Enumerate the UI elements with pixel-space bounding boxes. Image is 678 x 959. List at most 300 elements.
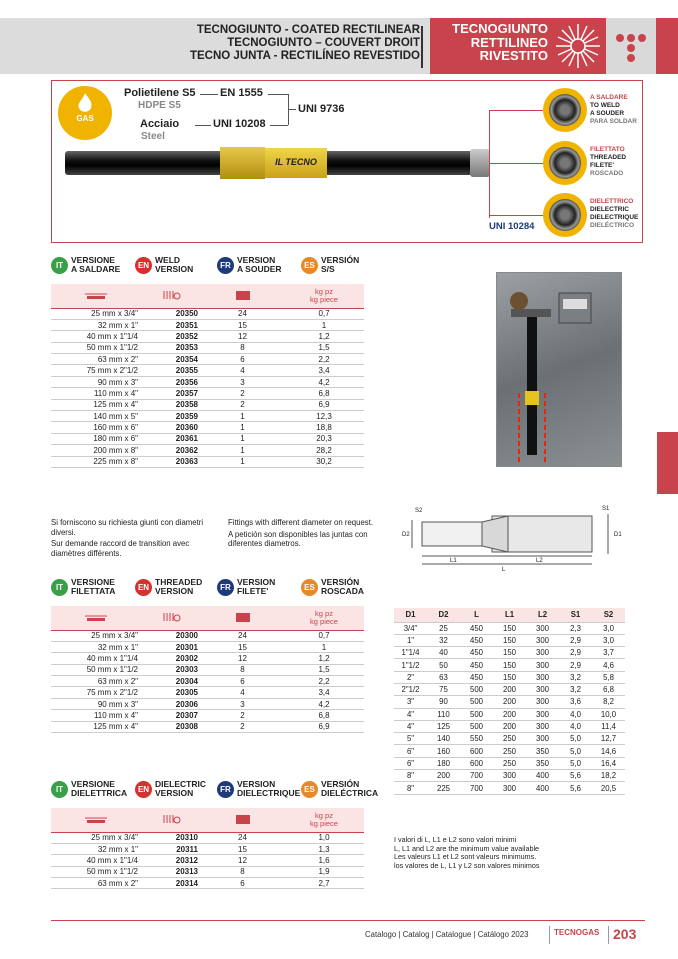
table-row (394, 745, 625, 757)
dim-cell: 2,9 (559, 634, 592, 646)
dim-cell: 3,0 (592, 634, 625, 646)
lang-es-line: ROSCADA (321, 586, 364, 596)
pipe-coupling (220, 147, 265, 179)
dim-cell: 300 (526, 720, 559, 732)
qty-cell: 15 (201, 319, 284, 330)
size-cell: 160 mm x 6" (51, 422, 141, 433)
dim-cell: 11,4 (592, 720, 625, 732)
dim-cell: 700 (460, 782, 493, 794)
dim-cell: 5" (394, 733, 427, 745)
dim-cell: 300 (526, 634, 559, 646)
threaded-end-labels (590, 146, 626, 178)
tecnogas-logo (606, 18, 656, 74)
connector-line (270, 125, 288, 126)
size-cell: 63 mm x 2" (51, 878, 141, 889)
size-cell: 140 mm x 5" (51, 411, 141, 422)
weight-cell: 4,2 (284, 698, 364, 709)
material-2-alt: Steel (141, 131, 165, 142)
code-cell: 20306 (141, 698, 201, 709)
dim-cell: 1" (394, 634, 427, 646)
dim-cell: 350 (526, 745, 559, 757)
code-cell: 20351 (141, 319, 201, 330)
code-cell: 20301 (141, 641, 201, 652)
dim-cell: 300 (526, 683, 559, 695)
code-cell: 20353 (141, 342, 201, 353)
dim-cell: 225 (427, 782, 460, 794)
dim-cell: 10,0 (592, 708, 625, 720)
dim-cell: 250 (493, 733, 526, 745)
lang-en-line: THREADED (155, 577, 203, 587)
weight-cell: 1,5 (284, 664, 364, 675)
qty-cell: 15 (201, 843, 284, 854)
code-cell: 20314 (141, 878, 201, 889)
weld-end-icon (543, 88, 587, 132)
material-1-alt: HDPE S5 (138, 100, 181, 111)
table-row (51, 676, 364, 687)
qty-cell: 4 (201, 365, 284, 376)
connector-line (288, 109, 296, 110)
dim-cell: 350 (526, 757, 559, 769)
dims-note-fr: Les valeurs L1 et L2 sont valeurs minimums. (394, 852, 537, 861)
flag-fr-badge: FR (217, 781, 234, 798)
code-cell: 20310 (141, 832, 201, 843)
dim-cell: 150 (493, 647, 526, 659)
dim-cell: 300 (526, 659, 559, 671)
table-row (51, 687, 364, 698)
dim-cell: 1"1/4 (394, 647, 427, 659)
code-cell: 20355 (141, 365, 201, 376)
weight-cell: 2,2 (284, 354, 364, 365)
dim-cell: 125 (427, 720, 460, 732)
dim-cell: 300 (526, 622, 559, 634)
dim-cell: 300 (526, 671, 559, 683)
connector-line (268, 94, 288, 95)
size-cell: 63 mm x 2" (51, 676, 141, 687)
end-label: DIELECTRIC (590, 206, 629, 213)
weight-cell: 18,8 (284, 422, 364, 433)
weight-cell: 1,2 (284, 331, 364, 342)
lang-en-line: VERSION (155, 264, 194, 274)
weight-cell: 1,3 (284, 843, 364, 854)
code-cell: 20361 (141, 433, 201, 444)
weight-cell: 6,9 (284, 399, 364, 410)
size-cell: 32 mm x 1" (51, 843, 141, 854)
size-cell: 200 mm x 8" (51, 445, 141, 456)
barcode-icon (158, 611, 184, 623)
dim-cell: 2,3 (559, 622, 592, 634)
material-2: Acciaio (140, 118, 180, 130)
size-cell: 125 mm x 4" (51, 721, 141, 732)
table-row (394, 770, 625, 782)
code-cell: 20359 (141, 411, 201, 422)
dim-cell: 3,0 (592, 622, 625, 634)
dimensions-table (394, 608, 625, 795)
weight-cell: 30,2 (284, 456, 364, 467)
title-fr: TECNOGIUNTO – COUVERT DROIT (227, 37, 420, 49)
weight-cell: 28,2 (284, 445, 364, 456)
header-titles (190, 24, 420, 63)
dim-cell: 90 (427, 696, 460, 708)
dim-cell: 3/4" (394, 622, 427, 634)
weld-end-labels (590, 94, 637, 126)
size-cell: 25 mm x 3/4" (51, 308, 141, 319)
weight-cell: 2,2 (284, 676, 364, 687)
dim-cell: 18,2 (592, 770, 625, 782)
label-l1: L1 (450, 558, 457, 564)
weight-cell: 1,6 (284, 855, 364, 866)
page-number: 203 (613, 926, 637, 942)
dim-cell: 1"1/2 (394, 659, 427, 671)
dim-cell: 180 (427, 757, 460, 769)
dims-note-es: los valores de L, L1 y L2 son valores minimos (394, 860, 540, 870)
dims-note (394, 836, 539, 870)
code-cell: 20357 (141, 388, 201, 399)
photo-illustration (497, 273, 623, 468)
dim-cell: 25 (427, 622, 460, 634)
flag-en-badge: EN (135, 257, 152, 274)
pipe-length-icon (83, 611, 109, 623)
qty-cell: 24 (201, 832, 284, 843)
table-row (51, 433, 364, 444)
dim-cell: 3" (394, 696, 427, 708)
dim-header-cell: D2 (427, 608, 460, 622)
table-row (51, 710, 364, 721)
dim-cell: 300 (493, 782, 526, 794)
dim-cell: 5,0 (559, 733, 592, 745)
weight-col-header (284, 808, 364, 832)
table-row (51, 866, 364, 877)
lang-it-line: VERSIONE (71, 577, 115, 587)
dim-cell: 200 (493, 683, 526, 695)
lang-es-line: VERSIÓN (321, 255, 360, 265)
dim-cell: 150 (493, 622, 526, 634)
weight-cell: 1,2 (284, 653, 364, 664)
table-row (51, 855, 364, 866)
table-row (51, 411, 364, 422)
end-label: PARA SOLDAR (590, 118, 637, 125)
table-row (51, 365, 364, 376)
dim-cell: 3,6 (559, 696, 592, 708)
code-cell: 20360 (141, 422, 201, 433)
size-cell: 50 mm x 1"1/2 (51, 866, 141, 877)
qty-cell: 1 (201, 433, 284, 444)
pipe-length-icon (83, 289, 109, 301)
dim-cell: 40 (427, 647, 460, 659)
dim-cell: 2,9 (559, 647, 592, 659)
dim-cell: 200 (427, 770, 460, 782)
kg-label: kg piece (310, 616, 338, 626)
dims-note-en: L, L1 and L2 are the minimum value available (394, 843, 540, 853)
size-cell: 40 mm x 1"1/4 (51, 855, 141, 866)
dim-cell: 5,0 (559, 745, 592, 757)
weight-cell: 6,8 (284, 710, 364, 721)
kg-label: kg piece (310, 818, 338, 828)
code-cell: 20308 (141, 721, 201, 732)
dim-cell: 300 (526, 647, 559, 659)
box-icon (230, 611, 256, 623)
lang-fr-line: FILETE' (237, 586, 269, 596)
dim-cell: 450 (460, 634, 493, 646)
dim-header-cell: L2 (526, 608, 559, 622)
material-1: Polietilene S5 (124, 87, 196, 99)
logo-dots-icon (606, 18, 656, 74)
lang-en-line: WELD (155, 255, 181, 265)
flag-es-badge: ES (301, 781, 318, 798)
flag-en-badge: EN (135, 781, 152, 798)
table-header (51, 284, 364, 308)
lang-fr-line: VERSION (237, 255, 276, 265)
qty-cell: 1 (201, 445, 284, 456)
lang-es-line: DIELÉCTRICA (321, 788, 379, 798)
end-label: DIELÉCTRICO (590, 222, 635, 229)
label-l2: L2 (536, 558, 543, 564)
code-cell: 20352 (141, 331, 201, 342)
size-col-header (51, 808, 141, 832)
footer-line (51, 920, 645, 921)
dim-cell: 450 (460, 647, 493, 659)
label-l: L (502, 567, 506, 572)
norm-uni10208: UNI 10208 (213, 118, 266, 130)
footer-brand: TECNOGAS (554, 928, 600, 937)
table-row (394, 757, 625, 769)
dim-cell: 6" (394, 757, 427, 769)
weight-cell: 3,4 (284, 365, 364, 376)
dim-header-cell: S1 (559, 608, 592, 622)
size-cell: 180 mm x 6" (51, 433, 141, 444)
end-label: A SALDARE (590, 94, 628, 101)
code-cell: 20356 (141, 376, 201, 387)
qty-cell: 4 (201, 687, 284, 698)
barcode-icon (158, 813, 184, 825)
qty-cell: 24 (201, 308, 284, 319)
table-row (51, 342, 364, 353)
dim-cell: 2" (394, 671, 427, 683)
table-row (51, 376, 364, 387)
lang-it-line: A SALDARE (71, 264, 121, 274)
table-row (394, 659, 625, 671)
table-row (51, 422, 364, 433)
dim-cell: 75 (427, 683, 460, 695)
box-icon (230, 813, 256, 825)
dim-cell: 400 (526, 770, 559, 782)
weight-cell: 6,9 (284, 721, 364, 732)
flag-es-badge: ES (301, 579, 318, 596)
weight-cell: 1,9 (284, 866, 364, 877)
size-cell: 125 mm x 4" (51, 399, 141, 410)
weight-cell: 1,0 (284, 832, 364, 843)
box-icon (230, 289, 256, 301)
code-cell: 20363 (141, 456, 201, 467)
weight-cell: 20,3 (284, 433, 364, 444)
product-name-line3: RIVESTITO (479, 48, 548, 63)
size-cell: 50 mm x 1"1/2 (51, 664, 141, 675)
qty-cell: 8 (201, 664, 284, 675)
dim-cell: 150 (493, 634, 526, 646)
label-d2: D2 (402, 532, 410, 538)
lang-en-line: DIELECTRIC (155, 779, 206, 789)
code-col-header (141, 284, 201, 308)
side-tab (657, 432, 678, 494)
lang-it-line: VERSIONE (71, 255, 115, 265)
gas-label: GAS (76, 114, 94, 123)
dim-cell: 8" (394, 782, 427, 794)
table-row (51, 843, 364, 854)
dim-cell: 200 (493, 696, 526, 708)
qty-cell: 6 (201, 878, 284, 889)
dim-cell: 400 (526, 782, 559, 794)
size-cell: 25 mm x 3/4" (51, 630, 141, 641)
lang-it-line: FILETTATA (71, 586, 116, 596)
end-label: DIELETTRICO (590, 198, 634, 205)
flag-it-badge: IT (51, 257, 68, 274)
dim-cell: 12,7 (592, 733, 625, 745)
qty-cell: 6 (201, 354, 284, 365)
size-cell: 110 mm x 4" (51, 388, 141, 399)
kg-label: kg pz (315, 286, 333, 296)
size-cell: 40 mm x 1"1/4 (51, 331, 141, 342)
weld-table (51, 284, 364, 468)
note-it-fr (51, 518, 221, 558)
dim-cell: 4" (394, 720, 427, 732)
table-row (394, 622, 625, 634)
end-label: FILETTATO (590, 146, 625, 153)
table-row (394, 647, 625, 659)
dim-cell: 5,0 (559, 757, 592, 769)
dim-cell: 500 (460, 696, 493, 708)
table-row (394, 733, 625, 745)
label-s1: S1 (602, 506, 610, 512)
dim-cell: 6" (394, 745, 427, 757)
weight-cell: 4,2 (284, 376, 364, 387)
table-row (51, 664, 364, 675)
note-en: Fittings with different diameter on request. (228, 518, 374, 527)
dim-cell: 140 (427, 733, 460, 745)
code-cell: 20307 (141, 710, 201, 721)
norm-uni10284: UNI 10284 (489, 221, 535, 232)
table-row (51, 653, 364, 664)
weight-cell: 6,8 (284, 388, 364, 399)
dim-cell: 500 (460, 708, 493, 720)
table-row (394, 683, 625, 695)
qty-cell: 24 (201, 630, 284, 641)
lang-it-line: DIELETTRICA (71, 788, 128, 798)
dim-cell: 20,5 (592, 782, 625, 794)
header-red-edge (656, 18, 678, 74)
table-row (51, 354, 364, 365)
dim-cell: 700 (460, 770, 493, 782)
kg-label: kg pz (315, 608, 333, 618)
table-row (51, 388, 364, 399)
dielectric-end-labels (590, 198, 638, 230)
qty-cell: 12 (201, 855, 284, 866)
callout-line (489, 110, 543, 111)
qty-cell: 1 (201, 411, 284, 422)
dim-cell: 550 (460, 733, 493, 745)
table-row (51, 445, 364, 456)
weight-col-header (284, 606, 364, 630)
table-header (51, 808, 364, 832)
lang-en-line: VERSION (155, 586, 194, 596)
dim-cell: 6,8 (592, 683, 625, 695)
weight-col-header (284, 284, 364, 308)
code-cell: 20313 (141, 866, 201, 877)
dim-cell: 300 (526, 696, 559, 708)
end-label: FILETE' (590, 162, 614, 169)
qty-cell: 15 (201, 641, 284, 652)
weight-cell: 2,7 (284, 878, 364, 889)
qty-cell: 3 (201, 698, 284, 709)
dim-cell: 300 (526, 708, 559, 720)
norm-en1555: EN 1555 (220, 87, 263, 99)
weight-cell: 3,4 (284, 687, 364, 698)
dim-cell: 150 (493, 659, 526, 671)
qty-cell: 3 (201, 376, 284, 387)
title-it: TECNOGIUNTO - COATED RECTILINEAR (196, 24, 420, 36)
qty-cell: 2 (201, 399, 284, 410)
qty-cell: 8 (201, 342, 284, 353)
dielectric-end-icon (543, 193, 587, 237)
table-row (394, 696, 625, 708)
dim-cell: 150 (493, 671, 526, 683)
dims-note-it: I valori di L, L1 e L2 sono valori minimi (394, 835, 517, 844)
dim-cell: 4,0 (559, 720, 592, 732)
size-cell: 50 mm x 1"1/2 (51, 342, 141, 353)
code-cell: 20350 (141, 308, 201, 319)
note-it: Si forniscono su richiesta giunti con diametri diversi. (51, 518, 204, 537)
flag-en-badge: EN (135, 579, 152, 596)
size-cell: 110 mm x 4" (51, 710, 141, 721)
size-cell: 40 mm x 1"1/4 (51, 653, 141, 664)
size-cell: 32 mm x 1" (51, 641, 141, 652)
size-cell: 63 mm x 2" (51, 354, 141, 365)
pipe-length-icon (83, 813, 109, 825)
dim-cell: 110 (427, 708, 460, 720)
dim-cell: 500 (460, 720, 493, 732)
dim-cell: 16,4 (592, 757, 625, 769)
lang-es-line: VERSIÓN (321, 779, 360, 789)
dim-cell: 300 (526, 733, 559, 745)
dim-cell: 50 (427, 659, 460, 671)
code-col-header (141, 606, 201, 630)
lang-header-dielectric (51, 780, 378, 798)
table-row (51, 456, 364, 467)
label-s2: S2 (415, 508, 423, 514)
table-header (394, 608, 625, 622)
note-en-es (228, 518, 378, 549)
dim-cell: 4,6 (592, 659, 625, 671)
dim-cell: 300 (493, 770, 526, 782)
dim-cell: 5,6 (559, 782, 592, 794)
table-row (51, 878, 364, 889)
dim-cell: 600 (460, 745, 493, 757)
qty-cell: 2 (201, 388, 284, 399)
table-row (394, 708, 625, 720)
dielectric-table (51, 808, 364, 889)
qty-cell: 12 (201, 331, 284, 342)
lang-header-weld (51, 256, 359, 274)
size-cell: 75 mm x 2"1/2 (51, 365, 141, 376)
dimension-drawing (398, 500, 630, 572)
footer-divider (549, 926, 550, 944)
end-label: THREADED (590, 154, 627, 161)
label-d1: D1 (614, 532, 622, 538)
size-cell: 32 mm x 1" (51, 319, 141, 330)
dim-cell: 200 (493, 708, 526, 720)
qty-cell: 8 (201, 866, 284, 877)
lang-fr-line: DIELECTRIQUE (237, 788, 301, 798)
end-label: TO WELD (590, 102, 620, 109)
callout-line (489, 215, 543, 216)
